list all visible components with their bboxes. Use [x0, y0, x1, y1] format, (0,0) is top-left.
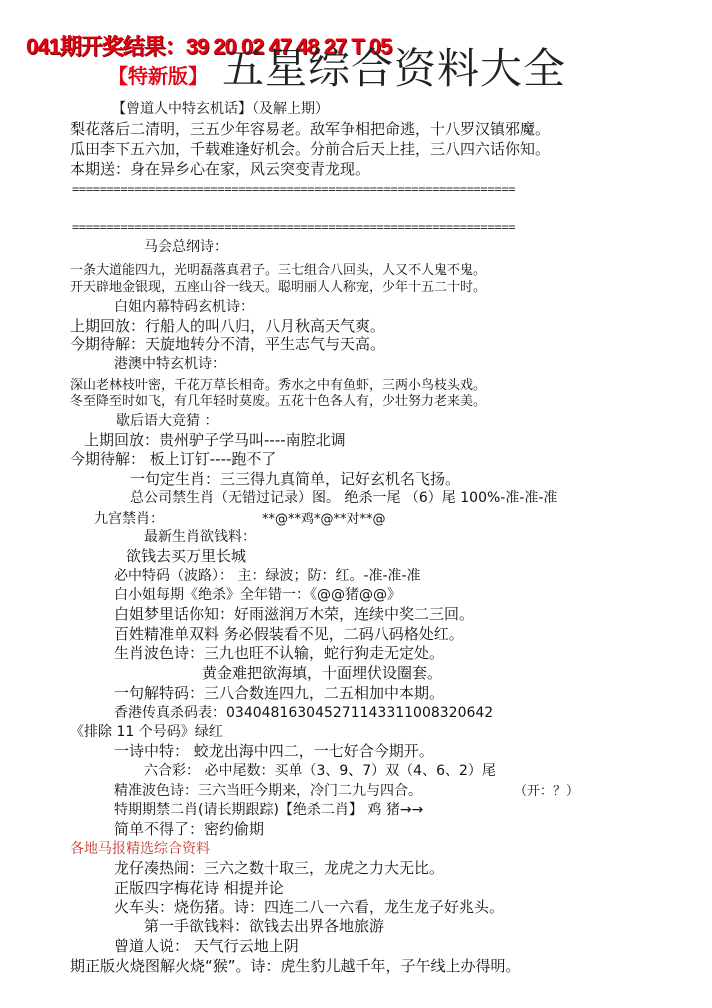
poem-line: 上期回放：行船人的叫八归，八月秋高天气爽。	[70, 317, 386, 335]
info-line: 黄金难把欲海填，十面埋伏设圈套。	[202, 664, 443, 682]
info-line: 白姐梦里话你知：好雨滋润万木荣，连续中奖二三回。	[114, 605, 475, 623]
riddle-line: 今期待解： 板上订钉----跑不了	[70, 450, 277, 468]
info-line: 必中特码（波路）： 主：绿波；防：红。-准-准-准	[114, 568, 421, 584]
poem-line: 瓜田李下五六加，千载难逢好机会。分前合后天上挂，三八四六话你知。	[70, 140, 551, 158]
section-heading: 歇后语大竞猜 ：	[116, 413, 219, 429]
poem-line: 梨花落后二清明，三五少年容易老。敌军争相把命逃，十八罗汉镇邪魔。	[70, 120, 551, 138]
separator: ================================================================	[72, 220, 516, 232]
section-heading: 各地马报精选综合资料	[70, 841, 210, 857]
info-line: 一句定生肖：三三得九真简单，记好玄机名飞扬。	[130, 470, 461, 488]
page-title: 五星综合资料大全	[222, 44, 567, 93]
info-line: 白小姐每期《绝杀》全年错一：《@@猪@@》	[114, 587, 401, 603]
section-heading: 港澳中特玄机诗：	[114, 356, 226, 372]
section-heading: 最新生肖欲钱料：	[144, 529, 256, 545]
edition-badge: 【特新版】	[108, 64, 208, 88]
info-line: 一诗中特： 蛟龙出海中四二，一七好合今期开。	[114, 742, 434, 760]
info-line: 龙仔凑热闹：三六之数十取三，龙虎之力大无比。	[114, 859, 445, 877]
poem-line: 冬至降至时如飞，有几年轻时莫废。五花十色各人有，少壮努力老来美。	[70, 394, 487, 409]
separator: ================================================================	[72, 182, 516, 194]
info-label: 九宫禁肖：	[94, 511, 164, 527]
info-line: 六合彩： 必中尾数：买单（3、9、7）双（4、6、2）尾	[144, 763, 496, 779]
info-line: 总公司禁生肖（无错过记录）图。 绝杀一尾 （6）尾 100%-准-准-准	[130, 490, 558, 506]
info-line: 精准波色诗：三六当旺今期来，冷门二九与四合。	[114, 783, 422, 799]
result-placeholder: （开：？）	[514, 784, 580, 799]
info-line: 一句解特码：三八合数连四九，二五相加中本期。	[114, 684, 445, 702]
poem-line: 一条大道能四九，光明磊落真君子。三七组合八回头，人又不人鬼不鬼。	[70, 263, 487, 278]
draw-result-banner: 041期开奖结果：39 20 02 47 48 27 T 05	[26, 34, 392, 59]
info-line: 生肖波色诗：三九也旺不认输，蛇行狗走无定处。	[114, 644, 445, 662]
info-line: 特期期禁二肖(请长期跟踪)【绝杀二肖】 鸡 猪→→	[114, 802, 424, 818]
info-line: 《排除 11 个号码》绿红	[70, 724, 223, 740]
info-line: 简单不得了：密约偷期	[114, 820, 265, 838]
info-line: 欲钱去买万里长城	[126, 547, 247, 565]
info-value: **@**鸡*@**对**@	[262, 512, 386, 527]
info-line: 期正版火烧图解火烧“猴”。诗：虎生豹儿越千年，子午线上办得明。	[70, 957, 521, 975]
riddle-line: 上期回放：贵州驴子学马叫----南腔北调	[84, 431, 346, 449]
info-line: 曾道人说： 天气行云地上阴	[114, 937, 299, 955]
section-heading: 马会总纲诗：	[144, 239, 228, 255]
info-line: 香港传真杀码表：03404816304527114331100832064​2	[114, 705, 494, 721]
section-heading: 白姐内幕特码玄机诗：	[114, 299, 254, 315]
info-line: 百姓精准单双料 务必假装看不见，二码八码格处红。	[114, 625, 464, 643]
poem-line: 今期待解：天旋地转分不清，平生志气与天高。	[70, 335, 386, 353]
info-line: 火车头：烧伤猪。诗：四连二八一六看，龙生龙子好兆头。	[114, 898, 505, 916]
poem-line: 开天辟地金银现，五座山谷一线天。聪明丽人人称宠，少年十五二十时。	[70, 280, 487, 295]
poem-line: 本期送：身在异乡心在家，风云突变青龙现。	[70, 160, 371, 178]
info-line: 正版四字梅花诗 相提并论	[114, 879, 284, 897]
info-line: 第一手欲钱料：欲钱去出界各地旅游	[144, 917, 385, 935]
section-heading: 【曾道人中特玄机话】（及解上期）	[112, 101, 329, 117]
poem-line: 深山老林枝叶密，千花万草长相奇。秀水之中有鱼虾，三两小鸟枝头戏。	[70, 378, 487, 393]
